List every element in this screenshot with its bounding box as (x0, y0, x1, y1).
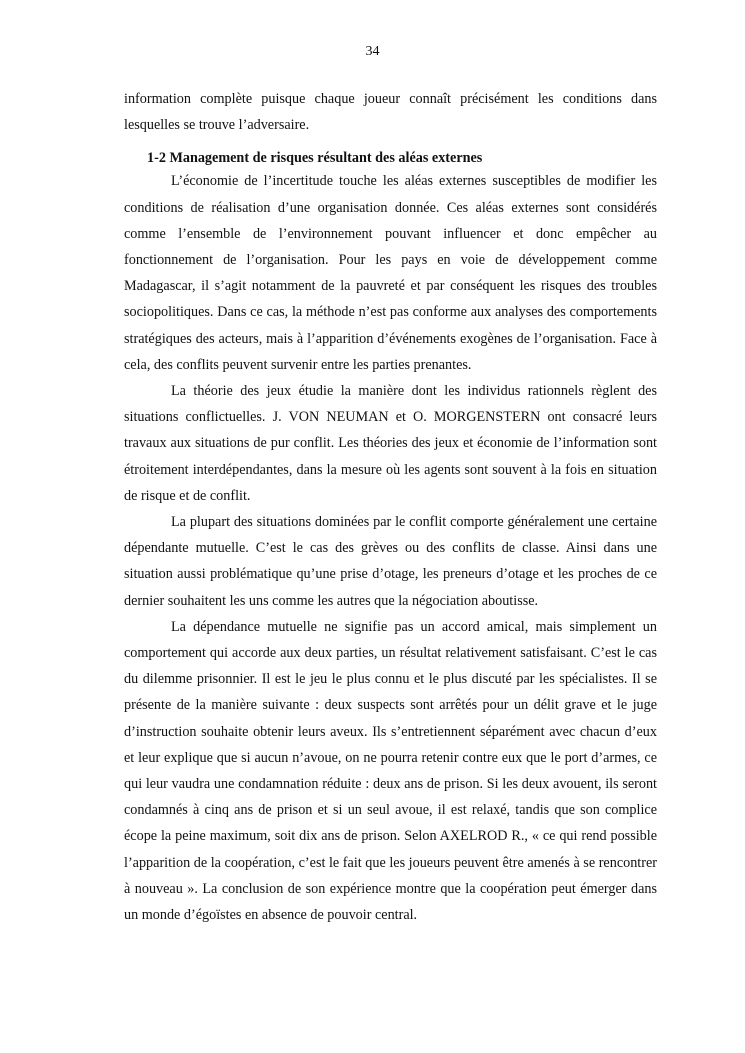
paragraph-continuation: information complète puisque chaque joueur connaît précisément les conditions dans lesquelles se trouve l’adversaire. (124, 91, 657, 134)
paragraph-external-risks: L’économie de l’incertitude touche les aléas externes susceptibles de modifier les conditions de réalisation d’une organisation donnée. Ces aléas externes sont considérés comme l’ensemble de l’environnement pouvant influencer et donc empêcher au fonctionnement de l’organisation. Pour les pays en voie de développement comme Madagascar, il s’agit notamment de la pauvreté et par conséquent les risques des troubles sociopolitiques. Dans ce cas, la méthode n’est pas conforme aux analyses des comportements stratégiques des acteurs, mais à l’apparition d’événements exogènes de l’organisation. Face à cela, des conflits peuvent survenir entre les parties prenantes. (124, 173, 657, 373)
paragraph-prisoner-dilemma: La dépendance mutuelle ne signifie pas un accord amical, mais simplement un comportement qui accorde aux deux parties, un résultat relativement satisfaisant. C’est le cas du dilemme prisonnier. Il est le jeu le plus connu et le plus discuté par les spécialistes. Il se présente de la manière suivante : deux suspects sont arrêtés pour un délit grave et le juge d’instruction souhaite obtenir leurs aveux. Ils s’entretiennent séparément avec chacun d’eux et leur explique que si aucun n’avoue, on ne pourra retenir contre eux que le port d’armes, ce qui leur vaudra une condamnation réduite : deux ans de prison. Si les deux avouent, ils seront condamnés à cinq ans de prison et si un seul avoue, il est relaxé, tandis que son complice écope la peine maximum, soit dix ans de prison. Selon AXELROD R., « ce qui rend possible l’apparition de la coopération, c’est le fait que les joueurs peuvent être amenés à se rencontrer à nouveau ». La conclusion de son expérience montre que la coopération peut émerger dans un monde d’égoïstes en absence de pouvoir central. (124, 618, 657, 924)
body-text (124, 86, 657, 928)
section-heading: 1-2 Management de risques résultant des aléas externes (147, 150, 483, 167)
page-number: 34 (365, 44, 380, 59)
paragraph-game-theory: La théorie des jeux étudie la manière dont les individus rationnels règlent des situations conflictuelles. J. VON NEUMAN et O. MORGENSTERN ont consacré leurs travaux aux situations de pur conflit. Les théories des jeux et économie de l’information sont étroitement interdépendantes, dans la mesure où les agents sont souvent à la fois en situation de risque et de conflit. (124, 383, 657, 504)
paragraph-mutual-dependence: La plupart des situations dominées par le conflit comporte généralement une certaine dépendante mutuelle. C’est le cas des grèves ou des conflits de classe. Ainsi dans une situation aussi problématique qu’une prise d’otage, les preneurs d’otage et les proches de ce dernier souhaitent les uns comme les autres que la négociation aboutisse. (124, 514, 657, 609)
